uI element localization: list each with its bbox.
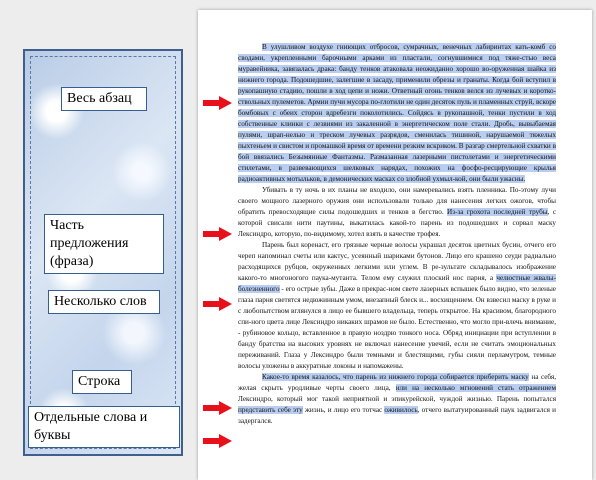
label-line: Строка xyxy=(72,370,132,394)
paragraph-3 xyxy=(238,240,556,372)
paragraph-4-text: на себя, желая скрыть уродливые черты своего лица, xyxy=(238,373,556,392)
paragraph-3-rest: - его острые зубы. Даже в прекрас-ном свете лазерных вспышек было видно, что зеленые глаза парня светятся недюжинным умом, внезапный блеск и... восхищением. Он взвесил маску в руке и с любопытством вглянулся в лицо ее бывшего владельца, теперь открытое. На красивом, благородного спи-ного цвета лице Лексиндро никаких шрамов не было. Естественно, что могло при-влечь внимание, - рубиновое кольцо, вставленное в правую ноздрю тонкого носа. Обряд инициации при вступлении в банду братства на высоких уровнях не включал нанесение увечий, если не считать эмоциональных переживаний. Глаза у Лексиндро были темными и блестящими, губы сияли перламутром, темные волосы уложены в аккуратные локоны и напомажены. xyxy=(238,285,556,370)
paragraph-4-mid2: жизнь, и лицо его тотчас xyxy=(302,406,385,414)
highlight-letters: оживилось xyxy=(384,406,418,414)
paragraph-4 xyxy=(238,372,556,427)
paragraph-1 xyxy=(238,42,556,185)
highlight-phrase: Из-за грохота последней трубы xyxy=(447,208,548,216)
paragraph-3-text: Парень был коренаст, его грязные черные волосы украшал десяток цветных бусин, отчего его череп напоминал счеты или кактус, усеянный шариками бутонов. Лицо его крашено сеуди радиально расходящихся рубцов, окруженных легкими или углем. В ре-зультате складывалось изображение какого-то многоногого паука-мутанта. Телом ему служил плоский нос парня, а xyxy=(238,241,556,282)
label-whole-paragraph: Весь абзац xyxy=(61,87,147,111)
label-words-letters: Отдельные слова и буквы xyxy=(28,406,180,448)
highlight-line-2: или на несколько мгновений стать отражением xyxy=(395,384,557,392)
document-text[interactable] xyxy=(238,42,556,427)
highlight-whole-paragraph: В улушливом воздухе гниющих отбросов, сумрачных, венечных лабиринтах кать-комб со сводами, укрепленными барочными арками из пластали, согнувшимися под тяже-стью веса муравейника, завязалась драка: банду тенков атаковала неожиданно хорошо во-оруженная шайка из нижнего города. Подошедшие, залегшие в засаду, применили обрезы и гранаты. Когда бой вступил в рукопашную стадию, пошли в ход цепи и ножи. Ответный огонь тенков велся из лучевых и короткоствольных пулеметов. Армии пучи мусора по-глотили не один десяток пуль и пламенных струй, вскоре бомбовых с обеих сторон вдребезги поколотились. Сойдясь в рукопашной, тенки пустили в ход собственные клинки с лезвиями из закаленной в энергетическом поле стали. Дробь, вывыбаемая пулями, шрап-нелью и треском лучевых разрядов, сменилась тишиной, нарушаемой тяжелых пыхтеньем и свистом и промашкой время от времени резким вскриком. В разгар смертельной схватки в бой ввязались Безымянные Фантазмы. Размазанная лазерными пистолетами и энергетическими стилетами, в развевающихся шелковых нарядах, похожих на фосфо-ресцирующие крылья радиоактивных мотыльков, в демонических масках со злобной ухмыл-кой, они были ужасны. xyxy=(238,43,556,183)
paragraph-2-text: Убивать в ту ночь в их планы не входило, они намеревались взять пленника. По-этому лучи своего мощного лазерного оружия они использовали только для нанесения легких ожогов, чтобы обратить превосходящие силы подошедших и тенков в бегство. xyxy=(238,186,556,216)
paragraph-4-end: , отчего вытатуированный паук задвигался и задергался. xyxy=(238,406,557,425)
arrow-right-icon xyxy=(203,227,233,241)
arrow-right-icon xyxy=(203,434,233,448)
paragraph-4-mid: Лексиндро, который мог такой неприятной и эпикурейской, чуждой жизнью. Парень попытался xyxy=(238,395,556,403)
label-panel xyxy=(23,49,183,456)
highlight-several-words: челюстные жвалы-болезненного xyxy=(238,274,556,293)
label-several-words: Несколько слов xyxy=(48,290,160,314)
highlight-word: представить себе эту xyxy=(238,406,303,414)
paragraph-2-rest: , с которой свисали нити паутины, выкатилась какой-то парень из подошедших и сорвал маску Лексиндро, которую, по-видимому, хотел взять в качестве трофея. xyxy=(238,208,557,238)
label-sentence-part: Часть предложения (фраза) xyxy=(44,214,164,274)
arrow-right-icon xyxy=(203,297,233,311)
arrow-right-icon xyxy=(203,401,233,415)
arrow-right-icon xyxy=(203,96,233,110)
highlight-line: Какое-то время казалось, что парень из нижнего города собирается приберить маску xyxy=(262,373,529,381)
paragraph-2 xyxy=(238,185,556,240)
